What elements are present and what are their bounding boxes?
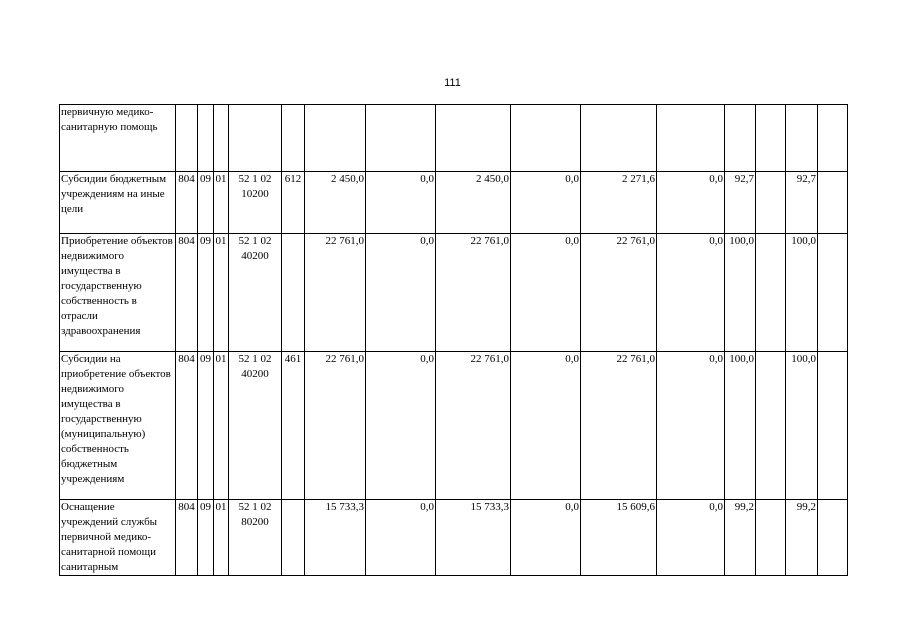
percent-cell	[818, 172, 848, 234]
value-cell: 22 761,0	[581, 234, 657, 352]
value-cell: 22 761,0	[436, 234, 511, 352]
value-cell: 0,0	[657, 234, 725, 352]
value-cell: 22 761,0	[581, 352, 657, 500]
percent-cell	[818, 234, 848, 352]
value-cell: 0,0	[366, 172, 436, 234]
table-row	[60, 352, 848, 500]
value-cell: 0,0	[511, 172, 581, 234]
percent-cell	[818, 352, 848, 500]
table-row	[60, 500, 848, 576]
value-cell: 2 450,0	[436, 172, 511, 234]
expense-type-cell: 461	[282, 352, 305, 500]
ministry-code-cell: 804	[176, 234, 198, 352]
value-cell: 0,0	[657, 352, 725, 500]
percent-cell	[756, 172, 786, 234]
expense-type-cell	[282, 105, 305, 172]
target-article-cell: 52 1 02 10200	[229, 172, 282, 234]
percent-cell	[756, 105, 786, 172]
percent-cell: 100,0	[725, 352, 756, 500]
percent-cell: 92,7	[725, 172, 756, 234]
value-cell	[366, 105, 436, 172]
value-cell: 22 761,0	[305, 352, 366, 500]
percent-cell	[756, 234, 786, 352]
row-name-cell: Субсидии на приобретение объектов недвижимого имущества в государственную (муниципальную) собственность бюджетным учреждениям	[60, 352, 176, 500]
section-code-cell	[198, 105, 214, 172]
expense-type-cell	[282, 234, 305, 352]
percent-cell: 99,2	[725, 500, 756, 576]
percent-cell	[756, 352, 786, 500]
value-cell: 0,0	[511, 352, 581, 500]
target-article-cell: 52 1 02 40200	[229, 234, 282, 352]
value-cell: 15 733,3	[436, 500, 511, 576]
value-cell: 0,0	[511, 234, 581, 352]
value-cell: 0,0	[366, 500, 436, 576]
ministry-code-cell: 804	[176, 500, 198, 576]
subsection-code-cell: 01	[214, 172, 229, 234]
percent-cell	[818, 500, 848, 576]
row-name-cell: Приобретение объектов недвижимого имущества в государственную собственность в отрасли здравоохранения	[60, 234, 176, 352]
value-cell: 15 609,6	[581, 500, 657, 576]
percent-cell	[786, 105, 818, 172]
row-name-cell: Оснащение учреждений службы первичной медико-санитарной помощи санитарным	[60, 500, 176, 576]
value-cell	[657, 105, 725, 172]
page-number: 111	[444, 77, 461, 89]
percent-cell: 100,0	[725, 234, 756, 352]
ministry-code-cell: 804	[176, 352, 198, 500]
section-code-cell: 09	[198, 234, 214, 352]
ministry-code-cell	[176, 105, 198, 172]
subsection-code-cell: 01	[214, 352, 229, 500]
subsection-code-cell: 01	[214, 500, 229, 576]
value-cell: 15 733,3	[305, 500, 366, 576]
subsection-code-cell	[214, 105, 229, 172]
subsection-code-cell: 01	[214, 234, 229, 352]
table-row	[60, 234, 848, 352]
budget-table	[59, 104, 848, 576]
value-cell	[581, 105, 657, 172]
target-article-cell: 52 1 02 40200	[229, 352, 282, 500]
target-article-cell: 52 1 02 80200	[229, 500, 282, 576]
value-cell: 2 450,0	[305, 172, 366, 234]
value-cell: 22 761,0	[305, 234, 366, 352]
target-article-cell	[229, 105, 282, 172]
percent-cell: 100,0	[786, 234, 818, 352]
value-cell	[511, 105, 581, 172]
percent-cell: 99,2	[786, 500, 818, 576]
row-name-cell: Субсидии бюджетным учреждениям на иные цели	[60, 172, 176, 234]
value-cell: 0,0	[366, 352, 436, 500]
expense-type-cell	[282, 500, 305, 576]
table-row	[60, 172, 848, 234]
value-cell: 0,0	[657, 172, 725, 234]
percent-cell	[818, 105, 848, 172]
value-cell: 0,0	[657, 500, 725, 576]
ministry-code-cell: 804	[176, 172, 198, 234]
percent-cell	[756, 500, 786, 576]
percent-cell	[725, 105, 756, 172]
row-name-cell: первичную медико-санитарную помощь	[60, 105, 176, 172]
value-cell	[305, 105, 366, 172]
section-code-cell: 09	[198, 500, 214, 576]
value-cell: 0,0	[511, 500, 581, 576]
section-code-cell: 09	[198, 352, 214, 500]
percent-cell: 92,7	[786, 172, 818, 234]
value-cell: 0,0	[366, 234, 436, 352]
table-row	[60, 105, 848, 172]
expense-type-cell: 612	[282, 172, 305, 234]
value-cell: 22 761,0	[436, 352, 511, 500]
value-cell	[436, 105, 511, 172]
value-cell: 2 271,6	[581, 172, 657, 234]
section-code-cell: 09	[198, 172, 214, 234]
percent-cell: 100,0	[786, 352, 818, 500]
